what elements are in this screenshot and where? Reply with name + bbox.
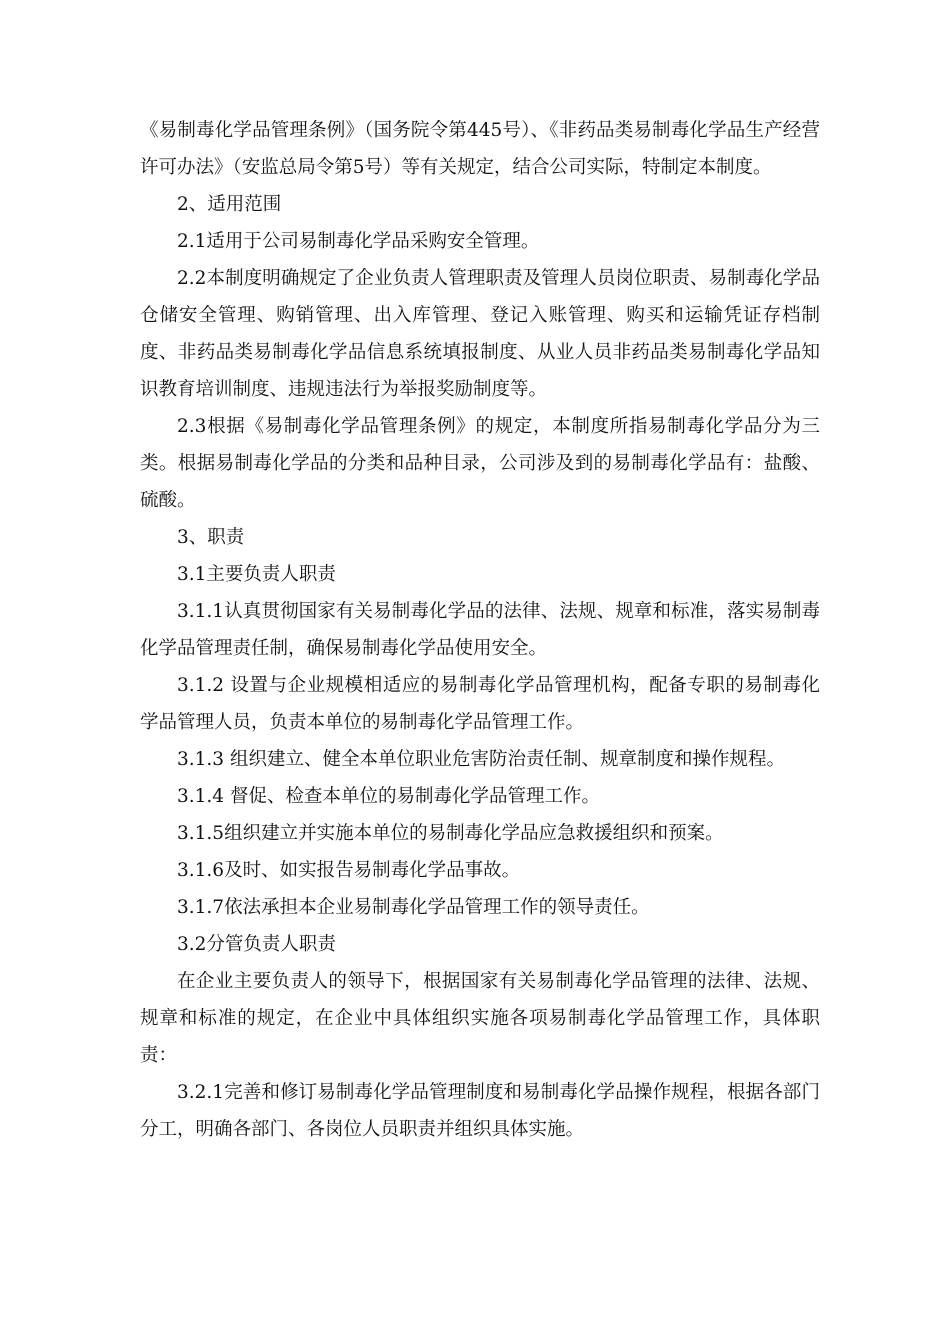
paragraph: 3.1.3 组织建立、健全本单位职业危害防治责任制、规章制度和操作规程。 [177,749,785,770]
section-heading-duties: 3、职责 [177,527,245,548]
subsection-heading: 3.2分管负责人职责 [177,934,336,955]
paragraph: 2.1适用于公司易制毒化学品采购安全管理。 [177,231,540,252]
paragraph: 3.1.7依法承担本企业易制毒化学品管理工作的领导责任。 [177,897,650,918]
section-heading-scope: 2、适用范围 [177,194,282,215]
paragraph: 3.2.1完善和修订易制毒化学品管理制度和易制毒化学品操作规程，根据各部门分工，明确各部门、各岗位人员职责并组织具体实施。 [140,1082,820,1140]
paragraph: 2.2本制度明确规定了企业负责人管理职责及管理人员岗位职责、易制毒化学品仓储安全管理、购销管理、出入库管理、登记入账管理、购买和运输凭证存档制度、非药品类易制毒化学品信息系统填报制度、从业人员非药品类易制毒化学品知识教育培训制度、违规违法行为举报奖励制度等。 [140,268,820,400]
paragraph: 2.3根据《易制毒化学品管理条例》的规定，本制度所指易制毒化学品分为三类。根据易制毒化学品的分类和品种目录，公司涉及到的易制毒化学品有：盐酸、硫酸。 [140,416,820,511]
paragraph: 3.1.1认真贯彻国家有关易制毒化学品的法律、法规、规章和标准，落实易制毒化学品管理责任制，确保易制毒化学品使用安全。 [140,601,820,659]
paragraph: 3.1.6及时、如实报告易制毒化学品事故。 [177,860,521,881]
paragraph: 3.1.2 设置与企业规模相适应的易制毒化学品管理机构，配备专职的易制毒化学品管理人员，负责本单位的易制毒化学品管理工作。 [140,675,820,733]
paragraph: 3.1.4 督促、检查本单位的易制毒化学品管理工作。 [177,786,600,807]
subsection-heading: 3.1主要负责人职责 [177,564,336,585]
paragraph: 3.1.5组织建立并实施本单位的易制毒化学品应急救援组织和预案。 [177,823,724,844]
paragraph: 在企业主要负责人的领导下，根据国家有关易制毒化学品管理的法律、法规、规章和标准的规定，在企业中具体组织实施各项易制毒化学品管理工作，具体职责： [140,971,820,1066]
paragraph: 《易制毒化学品管理条例》（国务院令第445号）、《非药品类易制毒化学品生产经营许可办法》（安监总局令第5号）等有关规定，结合公司实际，特制定本制度。 [140,120,820,178]
document-page [140,112,820,1148]
